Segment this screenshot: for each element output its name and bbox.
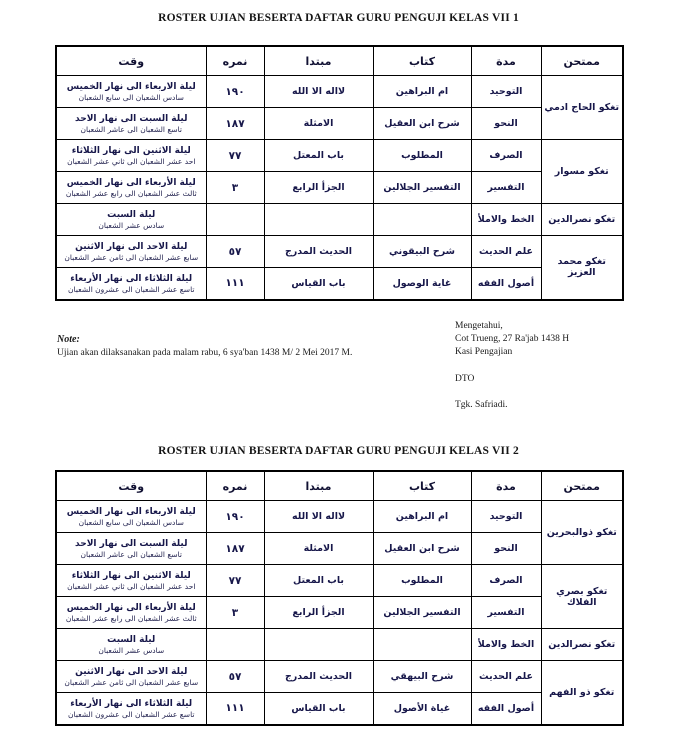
cell-waktu: [56, 629, 206, 661]
cell-waktu: [56, 565, 206, 597]
waktu-date: سادس عشر الشعبان: [98, 646, 165, 655]
cell-nomor: ٣: [206, 597, 264, 629]
table-row: [56, 629, 623, 661]
cell-materi: الخط والاملأ: [471, 204, 541, 236]
table-row: [56, 533, 623, 565]
cell-mulai: باب المعتل: [264, 565, 373, 597]
roster-table-vii1: [55, 45, 624, 301]
page-title-vii1: ROSTER UJIAN BESERTA DAFTAR GURU PENGUJI KELAS VII 1: [158, 12, 519, 24]
header-mulai: مبتدا: [264, 471, 373, 501]
header-row: [56, 471, 623, 501]
cell-nomor: ٣: [206, 172, 264, 204]
waktu-night: ليلة الاحد الى نهار الاثنين: [75, 242, 188, 252]
waktu-date: سابع عشر الشعبان الى ثامن عشر الشعبان: [64, 253, 199, 262]
cell-penguji: تغكو نصرالدين: [541, 204, 623, 236]
header-waktu: وقت: [56, 471, 206, 501]
cell-waktu: [56, 236, 206, 268]
waktu-night: ليلة الاثنين الى نهار الثلاثاء: [71, 571, 191, 581]
waktu-night: ليلة السبت: [107, 210, 156, 220]
table-row: [56, 140, 623, 172]
cell-materi: أصول الفقه: [471, 693, 541, 725]
cell-mulai: [264, 204, 373, 236]
waktu-night: ليلة الاربعاء الى نهار الخميس: [66, 507, 196, 517]
waktu-date: تاسع الشعبان الى عاشر الشعبان: [80, 550, 182, 559]
sign-mengetahui: Mengetahui,: [455, 321, 503, 331]
table-row: [56, 501, 623, 533]
header-nomor: نمره: [206, 46, 264, 76]
cell-kitab: شرح ابن العقيل: [373, 108, 471, 140]
cell-materi: الصرف: [471, 140, 541, 172]
cell-mulai: باب المعتل: [264, 140, 373, 172]
roster-table-vii2: [55, 470, 624, 726]
waktu-date: سابع عشر الشعبان الى ثامن عشر الشعبان: [64, 678, 199, 687]
waktu-night: ليلة السبت الى نهار الاحد: [75, 114, 188, 124]
cell-kitab: [373, 629, 471, 661]
waktu-date: تاسع عشر الشعبان الى عشرون الشعبان: [68, 284, 195, 294]
waktu-night: ليلة الأربعاء الى نهار الخميس: [66, 178, 196, 188]
cell-materi: التفسير: [471, 172, 541, 204]
header-kitab: كتاب: [373, 46, 471, 76]
cell-kitab: غاية الوصول: [373, 268, 471, 300]
header-nomor: نمره: [206, 471, 264, 501]
cell-materi: التفسير: [471, 597, 541, 629]
cell-kitab: [373, 204, 471, 236]
cell-mulai: لااله الا الله: [264, 501, 373, 533]
note-block: [57, 334, 397, 358]
table-row: [56, 597, 623, 629]
table-row: [56, 565, 623, 597]
cell-mulai: الجزأ الرابع: [264, 172, 373, 204]
cell-mulai: الامثلة: [264, 108, 373, 140]
header-row: [56, 46, 623, 76]
cell-kitab: التفسير الجلالين: [373, 172, 471, 204]
waktu-date: احد عشر الشعبان الى ثاني عشر الشعبان: [67, 582, 196, 591]
table-row: [56, 172, 623, 204]
cell-kitab: ام البراهين: [373, 76, 471, 108]
cell-mulai: باب القياس: [264, 693, 373, 725]
cell-materi: الخط والاملأ: [471, 629, 541, 661]
cell-nomor: ٥٧: [206, 661, 264, 693]
cell-waktu: [56, 693, 206, 725]
cell-mulai: الحديث المدرج: [264, 661, 373, 693]
cell-nomor: [206, 204, 264, 236]
cell-waktu: [56, 661, 206, 693]
cell-waktu: [56, 533, 206, 565]
table-row: [56, 204, 623, 236]
cell-nomor: ٧٧: [206, 140, 264, 172]
cell-materi: التوحيد: [471, 501, 541, 533]
cell-nomor: ٥٧: [206, 236, 264, 268]
cell-waktu: [56, 204, 206, 236]
cell-kitab: شرح البيقوني: [373, 236, 471, 268]
cell-waktu: [56, 140, 206, 172]
cell-nomor: ١٩٠: [206, 501, 264, 533]
cell-materi: علم الحديث: [471, 661, 541, 693]
waktu-night: ليلة الاثنين الى نهار الثلاثاء: [71, 146, 191, 156]
waktu-night: ليلة الثلاثاء الى نهار الأربعاء: [70, 698, 193, 709]
cell-nomor: [206, 629, 264, 661]
note-label: Note:: [57, 334, 80, 345]
cell-waktu: [56, 597, 206, 629]
sign-position: Kasi Pengajian: [455, 347, 513, 357]
page-title-vii2: ROSTER UJIAN BESERTA DAFTAR GURU PENGUJI KELAS VII 2: [158, 445, 519, 457]
cell-nomor: ١١١: [206, 268, 264, 300]
header-mulai: مبتدا: [264, 46, 373, 76]
cell-kitab: شرح البيهقي: [373, 661, 471, 693]
header-waktu: وقت: [56, 46, 206, 76]
cell-kitab: ام البراهين: [373, 501, 471, 533]
header-penguji: ممتحن: [541, 46, 623, 76]
cell-nomor: ١٨٧: [206, 533, 264, 565]
sign-name: Tgk. Safriadi.: [455, 400, 508, 410]
cell-kitab: التفسير الجلالين: [373, 597, 471, 629]
cell-nomor: ١١١: [206, 693, 264, 725]
signature-block: [455, 320, 665, 412]
cell-kitab: المطلوب: [373, 140, 471, 172]
cell-penguji: تغكو نصرالدين: [541, 629, 623, 661]
table-row: [56, 76, 623, 108]
cell-penguji: تغكو بصري الفلاك: [541, 565, 623, 629]
waktu-night: ليلة الاحد الى نهار الاثنين: [75, 667, 188, 677]
waktu-date: تاسع الشعبان الى عاشر الشعبان: [80, 125, 182, 134]
cell-waktu: [56, 268, 206, 300]
waktu-night: ليلة السبت: [107, 635, 156, 645]
table-row: [56, 661, 623, 693]
cell-mulai: لااله الا الله: [264, 76, 373, 108]
waktu-night: ليلة الأربعاء الى نهار الخميس: [66, 603, 196, 613]
cell-mulai: الامثلة: [264, 533, 373, 565]
waktu-night: ليلة السبت الى نهار الاحد: [75, 539, 188, 549]
waktu-date: تاسع عشر الشعبان الى عشرون الشعبان: [68, 709, 195, 719]
cell-materi: علم الحديث: [471, 236, 541, 268]
waktu-date: ثالث عشر الشعبان الى رابع عشر الشعبان: [65, 189, 197, 198]
cell-materi: النحو: [471, 108, 541, 140]
table-row: [56, 693, 623, 725]
waktu-date: احد عشر الشعبان الى ثاني عشر الشعبان: [67, 157, 196, 166]
sign-place-date: Cot Trueng, 27 Ra'jab 1438 H: [455, 334, 570, 344]
cell-mulai: [264, 629, 373, 661]
cell-mulai: الجزأ الرابع: [264, 597, 373, 629]
cell-nomor: ٧٧: [206, 565, 264, 597]
cell-penguji: تغكو ذو الفهم: [541, 661, 623, 725]
cell-penguji: تغكو الحاج ادمي: [541, 76, 623, 140]
cell-mulai: باب القياس: [264, 268, 373, 300]
cell-waktu: [56, 501, 206, 533]
cell-mulai: الحديث المدرج: [264, 236, 373, 268]
header-kitab: كتاب: [373, 471, 471, 501]
cell-materi: الصرف: [471, 565, 541, 597]
waktu-date: ثالث عشر الشعبان الى رابع عشر الشعبان: [65, 614, 197, 623]
table-row: [56, 268, 623, 300]
cell-kitab: المطلوب: [373, 565, 471, 597]
cell-materi: أصول الفقه: [471, 268, 541, 300]
note-text: Ujian akan dilaksanakan pada malam rabu, 6 sya'ban 1438 M/ 2 Mei 2017 M.: [57, 348, 353, 358]
waktu-date: سادس عشر الشعبان: [98, 221, 165, 230]
waktu-night: ليلة الثلاثاء الى نهار الأربعاء: [70, 273, 193, 284]
table-row: [56, 236, 623, 268]
cell-kitab: غياة الأصول: [373, 693, 471, 725]
header-materi: مدة: [471, 46, 541, 76]
waktu-night: ليلة الاربعاء الى نهار الخميس: [66, 82, 196, 92]
cell-materi: التوحيد: [471, 76, 541, 108]
cell-kitab: شرح ابن العقيل: [373, 533, 471, 565]
cell-penguji: تغكو ذوالبحرين: [541, 501, 623, 565]
sign-dto: DTO: [455, 374, 475, 384]
waktu-date: سادس الشعبان الى سابع الشعبان: [78, 93, 184, 102]
cell-materi: النحو: [471, 533, 541, 565]
table-row: [56, 108, 623, 140]
cell-waktu: [56, 76, 206, 108]
header-penguji: ممتحن: [541, 471, 623, 501]
cell-nomor: ١٩٠: [206, 76, 264, 108]
cell-penguji: تغكو محمد العزيز: [541, 236, 623, 300]
waktu-date: سادس الشعبان الى سابع الشعبان: [78, 518, 184, 527]
cell-nomor: ١٨٧: [206, 108, 264, 140]
cell-waktu: [56, 108, 206, 140]
cell-penguji: تغكو مسوار: [541, 140, 623, 204]
header-materi: مدة: [471, 471, 541, 501]
cell-waktu: [56, 172, 206, 204]
